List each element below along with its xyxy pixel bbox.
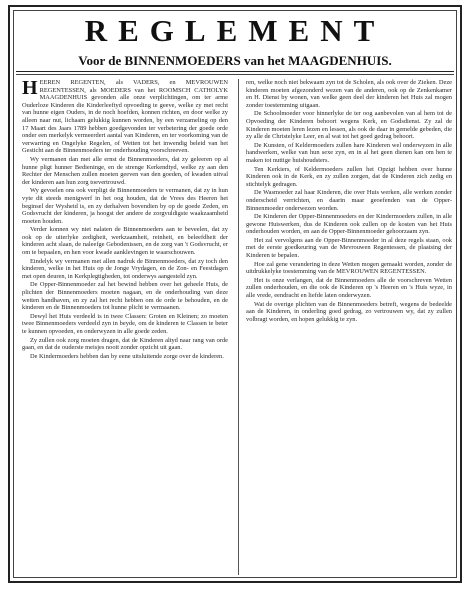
document-border (8, 5, 462, 583)
paragraph: Eindelyk wy vermanen met allen nadruk de Binnenmoeders, dat zy toch den kinderen, welke in het Huis op de Jonge Vrydagen, en de Zon- en Feestdagen met open deuren, in Kerkplegtigheden, tot onderwys aangesteld zyn. (22, 257, 228, 280)
paragraph: Wat de overige plichten van de Binnenmoeders betreft, wegens de bedeelde aan de Kinderen, in onderling goed gedrag, zo vertrouwen wy, dat zy zullen volbragt worden, en hopen gelukkig te zyn. (246, 300, 452, 323)
document-title: REGLEMENT (84, 13, 386, 48)
title-rule (16, 71, 454, 72)
paragraph: Het is onze verlangen, dat de Binnenmoeders alle de voorschreven Wetten zullen onderhouden, en die ook de Kinderen op 's Heeren en 's Huis wyze, in alle vrede, eendracht en liefde laten onderwyzen. (246, 276, 452, 300)
column-divider (238, 79, 239, 575)
paragraph: De Schoolmoeder voor hinnerlyke de ter oog aanbevolen van al hem tot de Opvoeding der Kinderen behoort wegens Kerk, en Godsdienst. Zy zal de Kinderen moeten leren lezen en lessen, als ook de daar in gemelde gebeden, die zy alle de Christelyke Leer, en al wat tot het goed gedrag behoort. (246, 110, 452, 141)
paragraph: Verder konnen wy niet nalaten de Binnenmoeders aan te beveelen, dat zy ook op de uiterlyke zedigheit, werkzaamheit, reinheit, en beleefdheit der kinderen acht slaan, de naleefge Gebodenissen, en de zorg van 't Godsvrucht, er om te bepaalen, en hen voor kwade aanklevingen te waarschouwen. (22, 226, 228, 257)
paragraph: Hoe zal gene verandering in deze Wetten mogen gemaakt worden, zonder de uitdrukkelyke toestemming van de MEVROUWEN REGENTESSEN. (246, 260, 452, 276)
paragraph-opening (22, 79, 228, 155)
paragraph: Wy vermanen dan met alle ernst de Binnenmoeders, dat zy geleeren op al hunne pligt hunner Bedieninge, en de strenge Kerkendtyd, welke zy aan den Rechter der Menschen zullen moeten geeven van den goeden, of kwaden uitval der kinderen aan hun zorg toevertrouwd. (22, 155, 228, 186)
right-column (246, 79, 452, 575)
paragraph: Zy zullen ook zorg moeten dragen, dat de Kinderen altyd naar rang van orde gaan, en dat de ouderste meisjes nooit zonder opzicht uit gaan. (22, 336, 228, 352)
left-column (22, 79, 228, 575)
paragraph-text: EEREN REGENTEN, als VADERS, en MEVROUWEN REGENTESSEN, als MOEDERS van het ROOMSCH CATHOLYK MAAGDENHUIS gevonden alle onze verplichtingen, om ter arme Ouderloze Kinderen die Kinderleeftyd opvoeding te geeve, welke zy met recht van hunne eigen Ouders, in de noch hoefden, konnen richten, en door welke zy alleen naar nut, lichaam gelukkig kunnen worden, by een verzameling op den 17 Maart des Jaars 1789 hebben goedgevonden ter verbetering der goede orde onder een merkelyk vermeerdert aantal van Kinderen, en ter voorkoming van de verwarring en Ongelyke Regelen, of Wetten tot het inwendig beleid van het Gesticht aan de Binnenmoeders ter onderhouding voorschreeven. (22, 79, 228, 155)
paragraph: Dewyl het Huis verdeeld is in twee Classen: Groten en Kleinen; zo moeten twee Binnenmoeders verdeeld zyn in beyde, om de kinderen te Classen te beter te kunnen opvoeden, en onderwyzen in alle goede zeden. (22, 312, 228, 335)
drop-cap: H (22, 79, 38, 99)
paragraph: De Opper-Binnenmoeder zal het bewind hebben over het geheele Huis, de plichten der Binnenmoeders moeten nagaan, en de onderhouding van deze wetten handhaven, en zy zal het recht hebben om de orde te behouden, en de kinderen en de Binnenmoeders tot hunne plicht te vermaanen. (22, 281, 228, 312)
paragraph: ren, welke noch niet bekwaam zyn tot de Scholen, als ook over de Zieken. Deze kinderen moeten afgezonderd wezen van de anderen, ook op de Zenkenkamer en H. Dienst by wonen, van welke geen deel der kinderen het Huis zal mogen zonder toestemming uitgaan. (246, 79, 452, 109)
paragraph: Wy gevoelen ons ook verpligt de Binnenmoeders te vermanen, dat zy in hun vyte dit steeds menigwerf in het oog houden, dat de Vrees des Heeren het beginsel der Wysheid is, en zy derhalven bovendien by op de goede Zeden, en Godsvrucht der kinderen, ja hoogst der andere de zorgvuldigste waakzaamheid moeten houden. (22, 187, 228, 225)
paragraph: De Kindermoeders hebben dan by eene uitsluitende zorge over de kinderen. (30, 352, 224, 360)
paragraph: Ten Kerkiers, of Keldermoeders zullen het Opzigt hebben over hunne Kinderen ook in de Kerk, en zy zullen zorgen, dat de Kinderen zich zedig en stichtelyk gedragen. (246, 165, 452, 188)
paragraph: De Wasmoeder zal haar Kinderen, die over Huis werken, alle werken zonder onderscheid verrichten, en daarin maar geoefenden van de Opper-Binnenmoeder onderwezen worden. (246, 189, 452, 212)
document-subtitle: Voor de BINNENMOEDERS van het MAAGDENHUIS. (78, 53, 392, 68)
paragraph: De Kinderen der Opper-Binnenmoeders en der Kindermoeders zullen, in alle gewone Huiswerken, dus de Kinderen ook zullen op de kosten van het Huis onderhouden worden, en aan de Opper-Binnenmoeder gehoorzaam zyn. (246, 213, 452, 236)
title-rule-thin (16, 74, 454, 75)
paragraph: De Kunsten, of Keldermoeders zullen hare Kinderen wel onderwyzen in alle handwerken, welke van hun sexe zyn, en in al het geen dienen kan om hen te maken tot nuttige huishoudsters. (246, 141, 452, 164)
paragraph: Het zal vervolgens aan de Opper-Binnenmoeder in al deze regels staan, ook met de eerste goedkeuring van de Mevrouwen Regentessen, de plaatsing der Kinderen te bepalen. (246, 236, 452, 260)
